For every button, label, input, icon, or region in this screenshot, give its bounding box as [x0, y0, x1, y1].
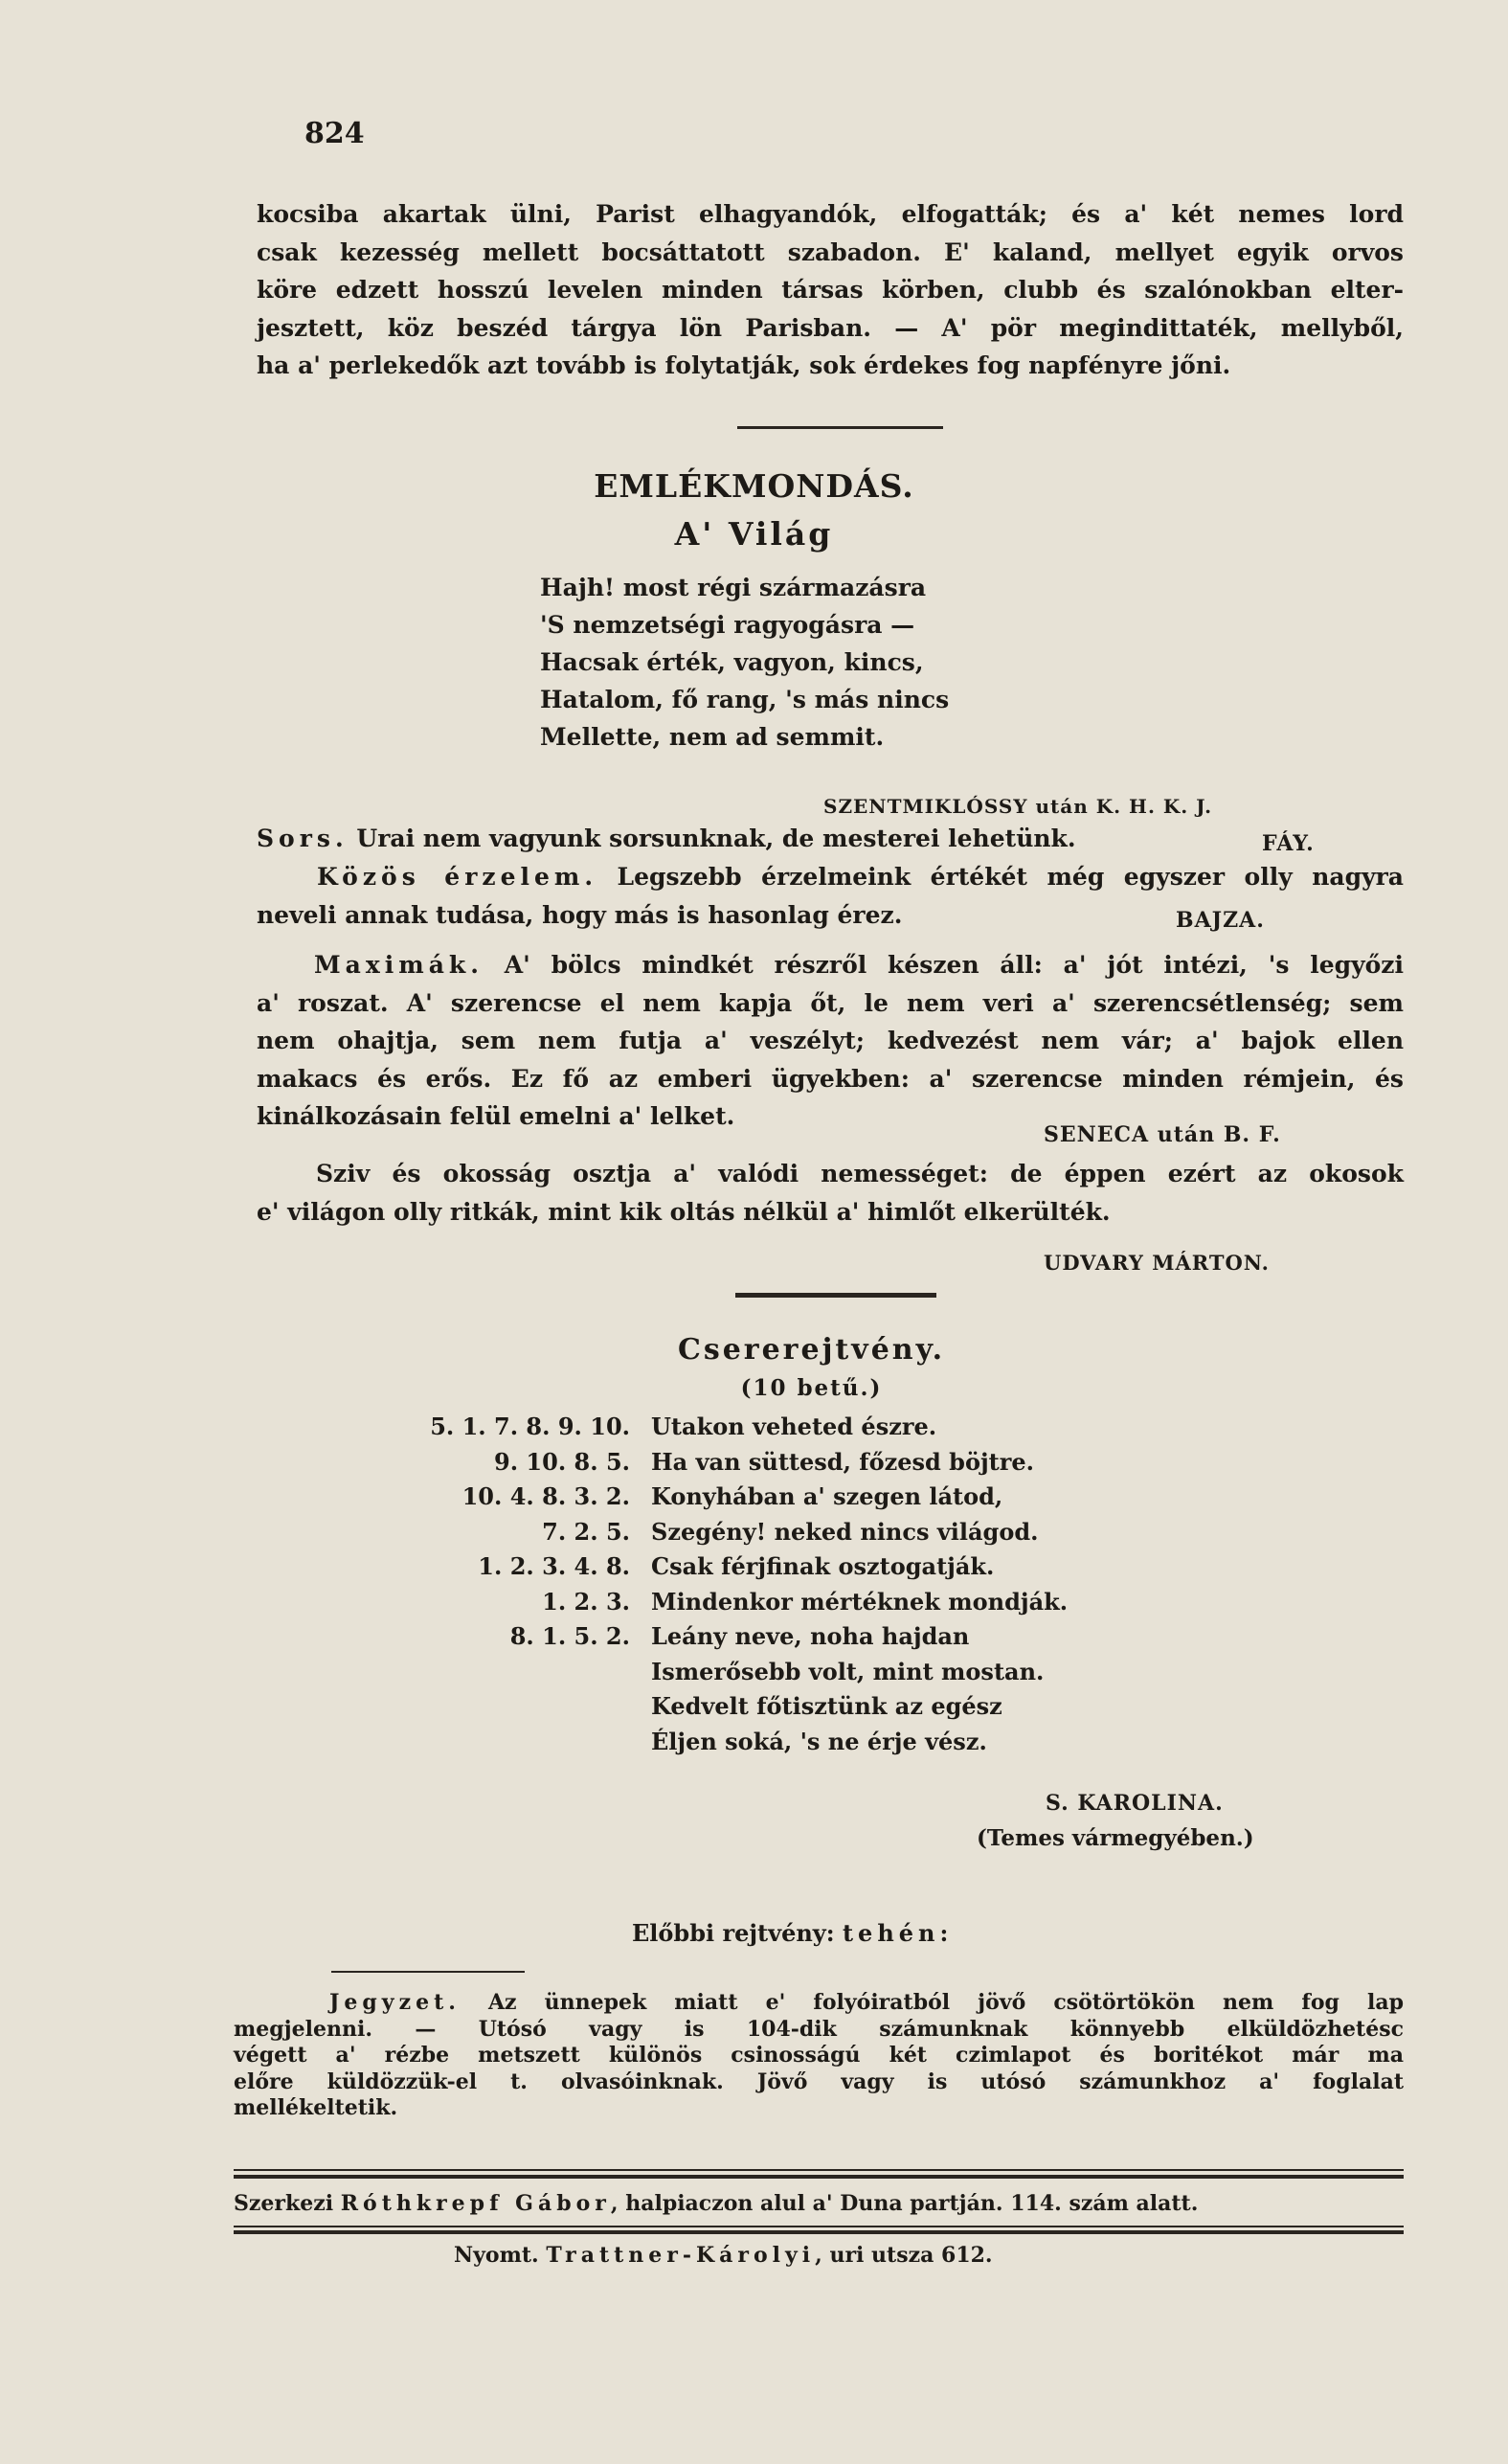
poem-line: Mellette, nem ad semmit.	[540, 723, 885, 751]
sors-paragraph	[257, 820, 1404, 858]
sziv-author: UDVARY MÁRTON.	[1044, 1251, 1270, 1275]
riddle-row	[364, 1689, 1068, 1725]
riddle-author: S. KAROLINA.	[1046, 1791, 1224, 1816]
riddle-row	[364, 1585, 1068, 1620]
previous-riddle	[632, 1919, 953, 1947]
kozos-heading: Közös érzelem.	[317, 863, 598, 891]
editor-name: Róthkrepf Gábor	[340, 2191, 611, 2216]
riddle-row	[364, 1480, 1068, 1515]
maximak-text: a' roszat. A' szerencse el nem kapja őt, le nem veri a' szerencsétlenség; sem	[257, 988, 1404, 1017]
printer-address: , uri utsza 612.	[815, 2243, 993, 2268]
sors-heading: Sors.	[257, 825, 349, 852]
riddle-clue: Mindenkor mértéknek mondják.	[651, 1587, 1069, 1616]
poem-line: Hajh! most régi származásra	[540, 574, 927, 601]
note-text: Az ünnepek miatt e' folyóiratból jövő csötörtökön nem fog lap	[487, 1990, 1404, 2015]
riddle-clue: Ha van süttesd, főzesd böjtre.	[651, 1447, 1034, 1476]
riddle-clue: Kedvelt főtisztünk az egész	[651, 1692, 1002, 1720]
printer-prefix: Nyomt.	[454, 2243, 539, 2268]
footer-rule-bottom	[234, 2226, 1404, 2227]
printer-line	[454, 2243, 993, 2268]
intro-line: csak kezesség mellett bocsáttatott szabadon. E' kaland, mellyet egyik orvos	[257, 237, 1404, 266]
riddle-title: Csererejtvény.	[677, 1333, 946, 1367]
editor-address: , halpiaczon alul a' Duna partján. 114. szám alatt.	[610, 2191, 1199, 2216]
page-number: 824	[304, 117, 365, 150]
riddle-subtitle: (10 betű.)	[740, 1375, 883, 1401]
riddle-letters: 1. 2. 3.	[542, 1587, 630, 1616]
note-heading: Jegyzet.	[329, 1990, 461, 2015]
riddle-letters: 8. 1. 5. 2.	[509, 1622, 630, 1650]
riddle-clue: Csak férjfinak osztogatják.	[651, 1552, 995, 1580]
editor-prefix: Szerkezi	[234, 2191, 334, 2216]
section-divider	[735, 1293, 936, 1298]
riddle-letters	[364, 1655, 651, 1690]
poem-line: Hatalom, fő rang, 's más nincs	[540, 686, 950, 713]
riddle-letters	[364, 1725, 651, 1760]
riddle-letters: 10. 4. 8. 3. 2.	[461, 1482, 630, 1510]
riddle-row	[364, 1725, 1068, 1760]
riddle-letters	[364, 1689, 651, 1725]
sors-text: Urai nem vagyunk sorsunknak, de mesterei lehetünk.	[356, 825, 1076, 852]
riddle-clue: Konyhában a' szegen látod,	[651, 1482, 1003, 1510]
intro-line: kocsiba akartak ülni, Parist elhagyandók, elfogatták; és a' két nemes lord	[257, 200, 1404, 228]
intro-line: ha a' perlekedők azt tovább is folytatják, sok érdekes fog napfényre jőni.	[257, 351, 1231, 379]
riddle-clue: Ismerősebb volt, mint mostan.	[651, 1657, 1045, 1685]
note-text: előre küldözzük-el t. olvasóinknak. Jövő vagy is utósó számunkhoz a' foglalat	[234, 2068, 1404, 2094]
sziv-text: e' világon olly ritkák, mint kik oltás nélkül a' himlőt elkerülték.	[257, 1197, 1111, 1226]
maximak-text: A' bölcs mindkét részről készen áll: a' jót intézi, 's legyőzi	[504, 951, 1404, 979]
poem	[540, 569, 949, 756]
riddle-row	[364, 1410, 1068, 1445]
riddle-clue: Leány neve, noha hajdan	[651, 1622, 970, 1650]
maximak-heading: Maximák.	[314, 951, 484, 979]
poem-line: Hacsak érték, vagyon, kincs,	[540, 648, 924, 676]
poem-signature: SZENTMIKLÓSSY után K. H. K. J.	[823, 795, 1213, 818]
intro-paragraph	[257, 195, 1404, 385]
riddle-location: (Temes vármegyében.)	[977, 1825, 1254, 1851]
riddle-clue: Éljen soká, 's ne érje vész.	[651, 1727, 987, 1755]
kozos-author: BAJZA.	[1176, 908, 1265, 933]
maximak-author: SENECA után B. F.	[1044, 1122, 1281, 1147]
previous-riddle-label: Előbbi rejtvény:	[632, 1919, 835, 1947]
sziv-paragraph	[257, 1155, 1404, 1231]
riddle-table	[364, 1410, 1068, 1759]
note-divider	[331, 1971, 525, 1973]
riddle-letters: 9. 10. 8. 5.	[494, 1447, 630, 1476]
poem-title: A' Világ	[674, 515, 834, 553]
footer-rule-top	[234, 2175, 1404, 2179]
riddle-row	[364, 1515, 1068, 1550]
riddle-letters: 7. 2. 5.	[542, 1517, 630, 1546]
riddle-row	[364, 1549, 1068, 1585]
note-text: végett a' rézbe metszett különös csinosságú két czimlapot és boritékot már ma	[234, 2043, 1404, 2068]
sors-author: FÁY.	[1262, 831, 1315, 856]
maximak-text: nem ohajtja, sem nem futja a' veszélyt; kedvezést nem vár; a' bajok ellen	[257, 1027, 1404, 1054]
maximak-text: kinálkozásain felül emelni a' lelket.	[257, 1102, 735, 1130]
kozos-text: neveli annak tudása, hogy más is hasonlag érez.	[257, 900, 903, 929]
maximak-text: makacs és erős. Ez fő az emberi ügyekben: a' szerencse minden rémjein, és	[257, 1064, 1404, 1093]
intro-line: jesztett, köz beszéd tárgya lön Parisban. — A' pör megindittaték, mellyből,	[257, 313, 1404, 342]
riddle-clue: Szegény! neked nincs világod.	[651, 1517, 1039, 1546]
kozos-text: Legszebb érzelmeink értékét még egyszer olly nagyra	[617, 863, 1404, 891]
printer-name: Trattner-Károlyi	[546, 2243, 816, 2268]
section-title: EMLÉKMONDÁS.	[594, 467, 914, 505]
sziv-text: Sziv és okosság osztja a' valódi nemességet: de éppen ezért az okosok	[316, 1160, 1404, 1187]
note-text: mellékeltetik.	[234, 2095, 398, 2120]
maximak-paragraph	[257, 946, 1404, 1136]
intro-line: köre edzett hosszú levelen minden társas körben, clubb és szalónokban elter-	[257, 276, 1404, 304]
editor-line	[234, 2191, 1404, 2216]
riddle-row	[364, 1445, 1068, 1481]
riddle-row	[364, 1619, 1068, 1655]
previous-riddle-answer: tehén:	[842, 1919, 954, 1947]
section-divider	[737, 426, 943, 429]
poem-line: 'S nemzetségi ragyogásra —	[540, 611, 915, 639]
riddle-letters: 1. 2. 3. 4. 8.	[478, 1552, 630, 1580]
note-text: megjelenni. — Utósó vagy is 104-dik számunknak könnyebb elküldözhetésc	[234, 2016, 1404, 2042]
footer-rule-top	[234, 2169, 1404, 2171]
footer-rule-bottom	[234, 2230, 1404, 2234]
note-paragraph	[234, 1990, 1404, 2122]
riddle-clue: Utakon veheted észre.	[651, 1413, 937, 1440]
riddle-row	[364, 1655, 1068, 1690]
riddle-letters: 5. 1. 7. 8. 9. 10.	[430, 1413, 630, 1440]
